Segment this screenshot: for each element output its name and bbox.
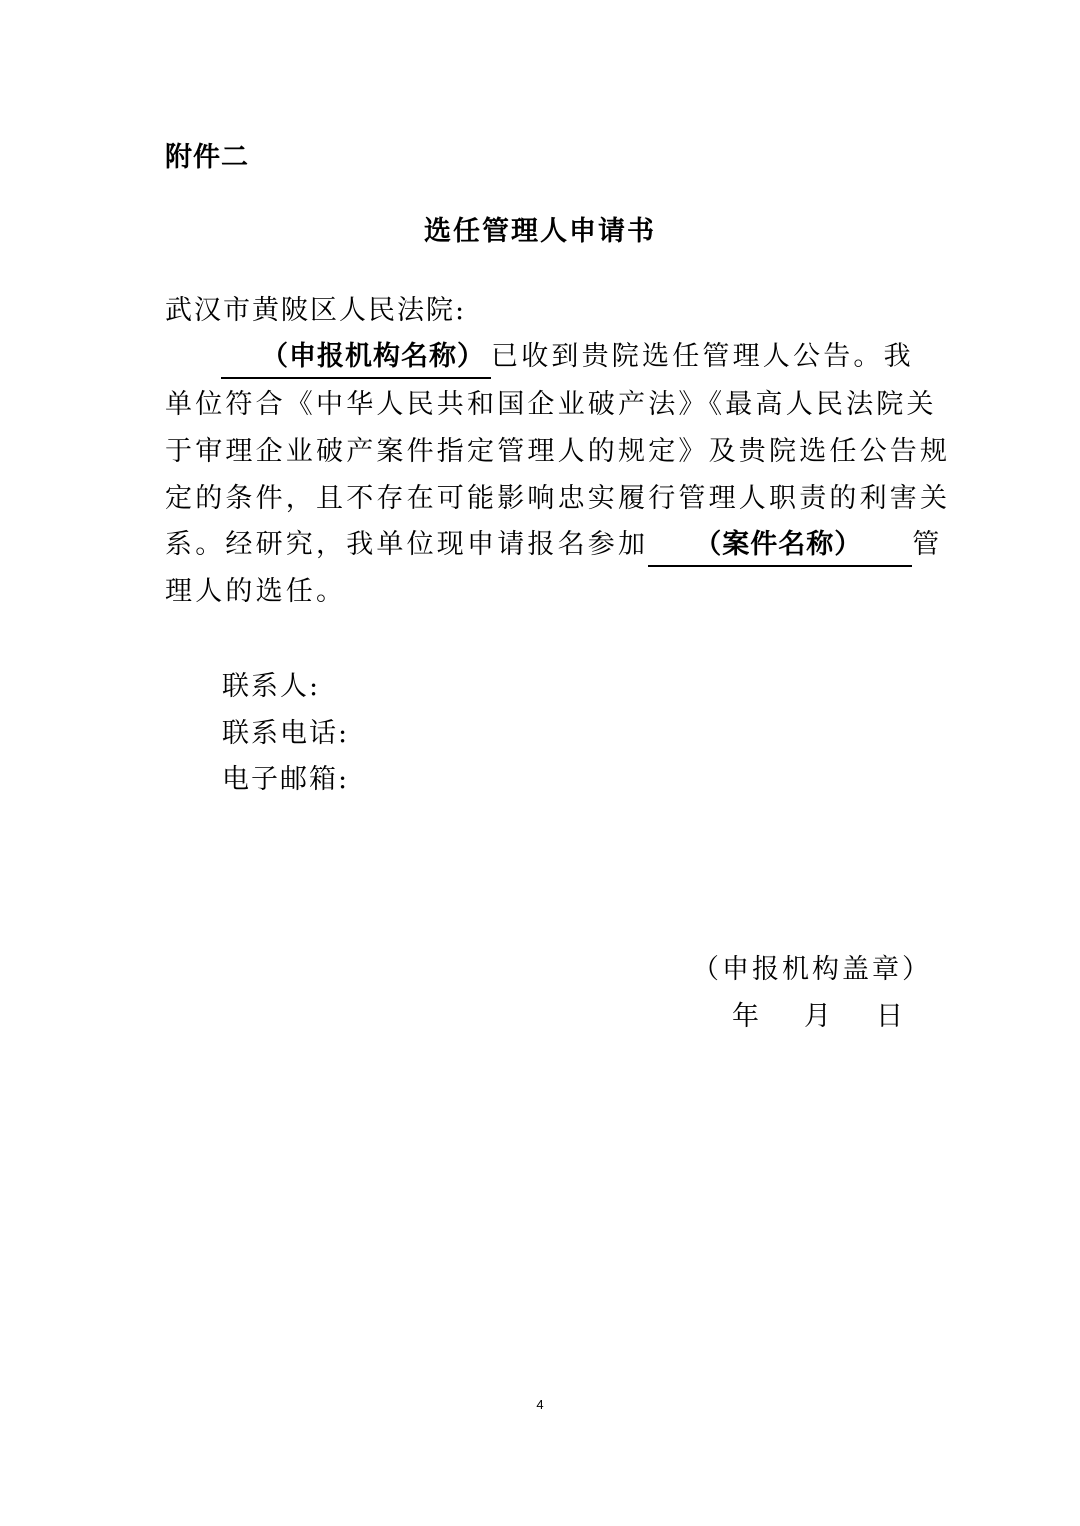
contact-phone-label: 联系电话: bbox=[222, 718, 350, 749]
date-month: 月 bbox=[804, 1001, 831, 1032]
org-name-blank: （申报机构名称） bbox=[221, 337, 491, 379]
body-line-2: 单位符合《中华人民共和国企业破产法》《最高人民法院关 bbox=[165, 389, 937, 420]
contact-email-label: 电子邮箱: bbox=[222, 764, 350, 795]
date-day: 日 bbox=[876, 1001, 903, 1032]
seal-label: （申报机构盖章） bbox=[692, 954, 932, 985]
case-name-blank: （案件名称） bbox=[648, 525, 912, 567]
attachment-label: 附件二 bbox=[165, 142, 249, 173]
body-line-5-text: 系。经研究，我单位现申请报名参加 bbox=[165, 529, 649, 560]
document-title: 选任管理人申请书 bbox=[424, 216, 656, 247]
body-line-5-tail: 管 bbox=[912, 529, 943, 560]
addressee: 武汉市黄陂区人民法院: bbox=[165, 295, 467, 326]
page-number: 4 bbox=[536, 1397, 544, 1412]
contact-person-label: 联系人: bbox=[222, 671, 321, 702]
body-line-1 bbox=[165, 334, 917, 380]
body-line-1-text: 已收到贵院选任管理人公告。我 bbox=[491, 341, 914, 372]
body-line-3: 于审理企业破产案件指定管理人的规定》及贵院选任公告规 bbox=[165, 436, 951, 467]
date-year: 年 bbox=[732, 1001, 759, 1032]
body-line-6: 理人的选任。 bbox=[165, 576, 347, 607]
body-line-4: 定的条件，且不存在可能影响忠实履行管理人职责的利害关 bbox=[165, 483, 951, 514]
body-line-5 bbox=[165, 522, 943, 568]
